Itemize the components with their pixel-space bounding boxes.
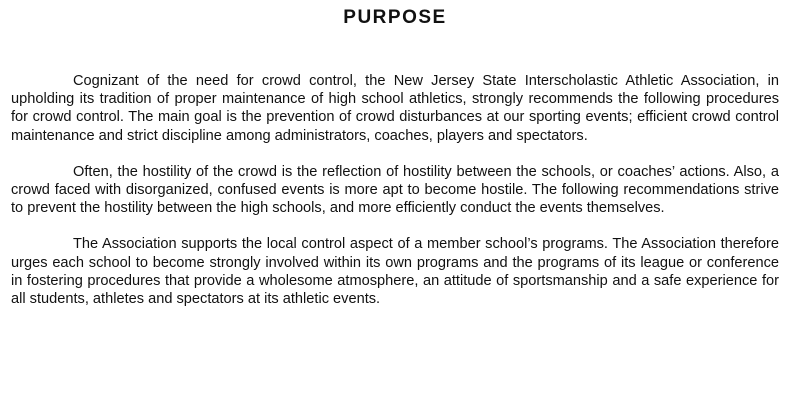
paragraph-crowd-control-intro: Cognizant of the need for crowd control, the New Jersey State Interscholastic Athletic Association, in upholding its tradition of proper maintenance of high school athletics, strongly recommends the following procedures for crowd control. The main goal is the prevention of crowd disturbances at our sporting events; efficient crowd control maintenance and strict discipline among administrators, coaches, players and spectators. [11,73,779,144]
page-title: PURPOSE [343,7,447,28]
paragraph-hostility: Often, the hostility of the crowd is the reflection of hostility between the schools, or coaches’ actions. Also, a crowd faced with disorganized, confused events is more apt to become hostile. The following recommendations strive to prevent the hostility between the high schools, and more efficiently conduct the events themselves. [11,163,779,217]
paragraph-local-control: The Association supports the local control aspect of a member school’s programs. The Association therefore urges each school to become strongly involved within its own programs and the programs of its league or conference in fostering procedures that provide a wholesome atmosphere, an attitude of sportsmanship and a safe experience for all students, athletes and spectators at its athletic events. [11,236,779,308]
